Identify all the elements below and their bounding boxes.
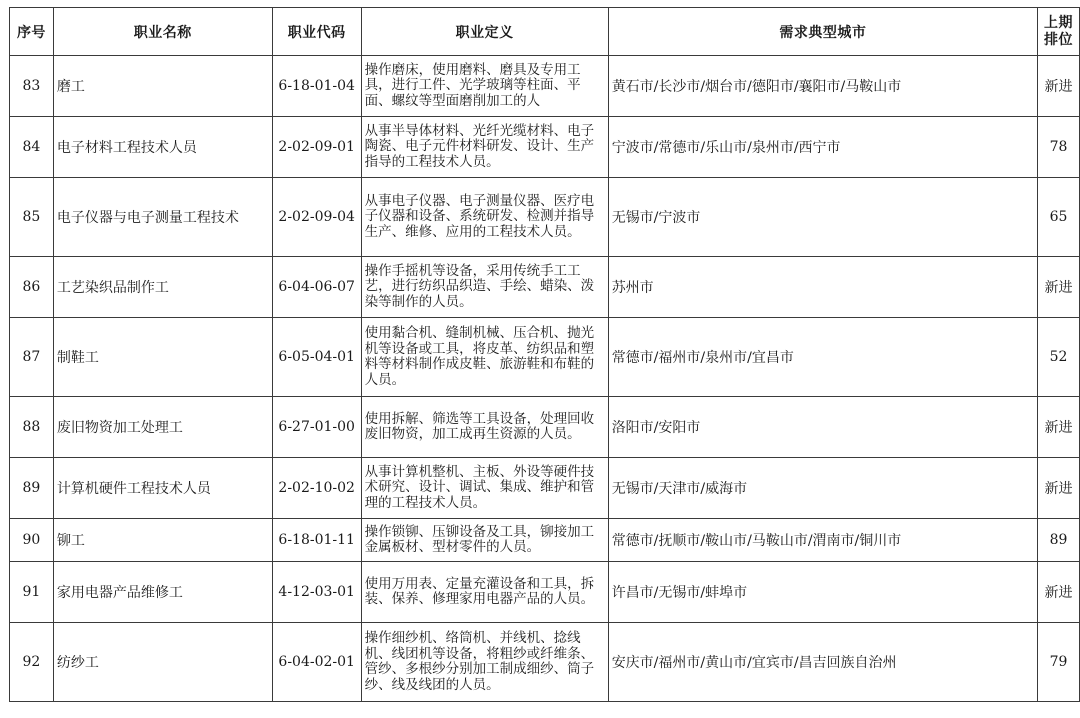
table-row	[10, 562, 1080, 623]
cell-seq: 83	[10, 56, 54, 117]
table-row	[10, 178, 1080, 257]
cell-prev-rank: 65	[1038, 178, 1080, 257]
cell-name: 电子材料工程技术人员	[53, 117, 272, 178]
cell-prev-rank: 新进	[1038, 458, 1080, 519]
occupation-table	[9, 7, 1080, 702]
cell-definition: 操作细纱机、络筒机、并线机、捻线机、线团机等设备，将粗纱或纤维条、管纱、多根纱分别加工制成细纱、筒子纱、线及线团的人员。	[361, 623, 608, 702]
cell-definition: 操作手摇机等设备，采用传统手工工艺，进行纺织品织造、手绘、蜡染、泼染等制作的人员。	[361, 257, 608, 318]
cell-seq: 86	[10, 257, 54, 318]
cell-seq: 84	[10, 117, 54, 178]
table-row	[10, 318, 1080, 397]
cell-name: 废旧物资加工处理工	[53, 397, 272, 458]
table-row	[10, 117, 1080, 178]
cell-prev-rank: 新进	[1038, 397, 1080, 458]
cell-definition: 使用万用表、定量充灌设备和工具，拆装、保养、修理家用电器产品的人员。	[361, 562, 608, 623]
cell-name: 制鞋工	[53, 318, 272, 397]
table-row	[10, 397, 1080, 458]
cell-prev-rank: 新进	[1038, 562, 1080, 623]
cell-cities: 常德市/抚顺市/鞍山市/马鞍山市/渭南市/铜川市	[608, 519, 1037, 562]
cell-code: 4-12-03-01	[272, 562, 361, 623]
cell-definition: 从事电子仪器、电子测量仪器、医疗电子仪器和设备、系统研发、检测并指导生产、维修、应用的工程技术人员。	[361, 178, 608, 257]
header-cities: 需求典型城市	[608, 8, 1037, 56]
cell-name: 纺纱工	[53, 623, 272, 702]
cell-seq: 88	[10, 397, 54, 458]
table-row	[10, 519, 1080, 562]
cell-seq: 87	[10, 318, 54, 397]
cell-definition: 使用黏合机、缝制机械、压合机、抛光机等设备或工具，将皮革、纺织品和塑料等材料制作成皮鞋、旅游鞋和布鞋的人员。	[361, 318, 608, 397]
header-code: 职业代码	[272, 8, 361, 56]
cell-prev-rank: 新进	[1038, 257, 1080, 318]
cell-code: 2-02-10-02	[272, 458, 361, 519]
cell-seq: 91	[10, 562, 54, 623]
cell-name: 磨工	[53, 56, 272, 117]
cell-name: 计算机硬件工程技术人员	[53, 458, 272, 519]
cell-name: 铆工	[53, 519, 272, 562]
cell-code: 6-27-01-00	[272, 397, 361, 458]
header-row	[10, 8, 1080, 56]
cell-prev-rank: 79	[1038, 623, 1080, 702]
header-prev-rank	[1038, 8, 1080, 56]
table-row	[10, 257, 1080, 318]
cell-code: 6-05-04-01	[272, 318, 361, 397]
cell-name: 电子仪器与电子测量工程技术	[53, 178, 272, 257]
cell-seq: 92	[10, 623, 54, 702]
cell-prev-rank: 78	[1038, 117, 1080, 178]
cell-definition: 从事半导体材料、光纤光缆材料、电子陶瓷、电子元件材料研发、设计、生产指导的工程技术人员。	[361, 117, 608, 178]
cell-definition: 操作磨床，使用磨料、磨具及专用工具，进行工件、光学玻璃等柱面、平面、螺纹等型面磨削加工的人	[361, 56, 608, 117]
cell-cities: 洛阳市/安阳市	[608, 397, 1037, 458]
cell-cities: 无锡市/宁波市	[608, 178, 1037, 257]
cell-seq: 85	[10, 178, 54, 257]
cell-name: 家用电器产品维修工	[53, 562, 272, 623]
cell-code: 6-18-01-04	[272, 56, 361, 117]
header-name: 职业名称	[53, 8, 272, 56]
cell-code: 6-04-06-07	[272, 257, 361, 318]
cell-definition: 操作锁铆、压铆设备及工具，铆接加工金属板材、型材零件的人员。	[361, 519, 608, 562]
header-definition: 职业定义	[361, 8, 608, 56]
cell-code: 6-18-01-11	[272, 519, 361, 562]
cell-seq: 90	[10, 519, 54, 562]
cell-cities: 许昌市/无锡市/蚌埠市	[608, 562, 1037, 623]
cell-cities: 安庆市/福州市/黄山市/宜宾市/昌吉回族自治州	[608, 623, 1037, 702]
cell-cities: 黄石市/长沙市/烟台市/德阳市/襄阳市/马鞍山市	[608, 56, 1037, 117]
table-row	[10, 458, 1080, 519]
cell-definition: 从事计算机整机、主板、外设等硬件技术研究、设计、调试、集成、维护和管理的工程技术人员。	[361, 458, 608, 519]
cell-cities: 宁波市/常德市/乐山市/泉州市/西宁市	[608, 117, 1037, 178]
cell-seq: 89	[10, 458, 54, 519]
cell-prev-rank: 89	[1038, 519, 1080, 562]
cell-prev-rank: 新进	[1038, 56, 1080, 117]
cell-prev-rank: 52	[1038, 318, 1080, 397]
table-row	[10, 56, 1080, 117]
header-prev-rank-line1: 上期	[1044, 14, 1074, 31]
header-prev-rank-line2: 排位	[1044, 31, 1074, 48]
cell-definition: 使用拆解、筛选等工具设备，处理回收废旧物资，加工成再生资源的人员。	[361, 397, 608, 458]
cell-code: 6-04-02-01	[272, 623, 361, 702]
table-row	[10, 623, 1080, 702]
cell-cities: 苏州市	[608, 257, 1037, 318]
header-seq: 序号	[10, 8, 54, 56]
cell-cities: 常德市/福州市/泉州市/宜昌市	[608, 318, 1037, 397]
cell-code: 2-02-09-01	[272, 117, 361, 178]
cell-name: 工艺染织品制作工	[53, 257, 272, 318]
occupation-table-wrapper	[9, 7, 1080, 702]
cell-cities: 无锡市/天津市/威海市	[608, 458, 1037, 519]
cell-code: 2-02-09-04	[272, 178, 361, 257]
